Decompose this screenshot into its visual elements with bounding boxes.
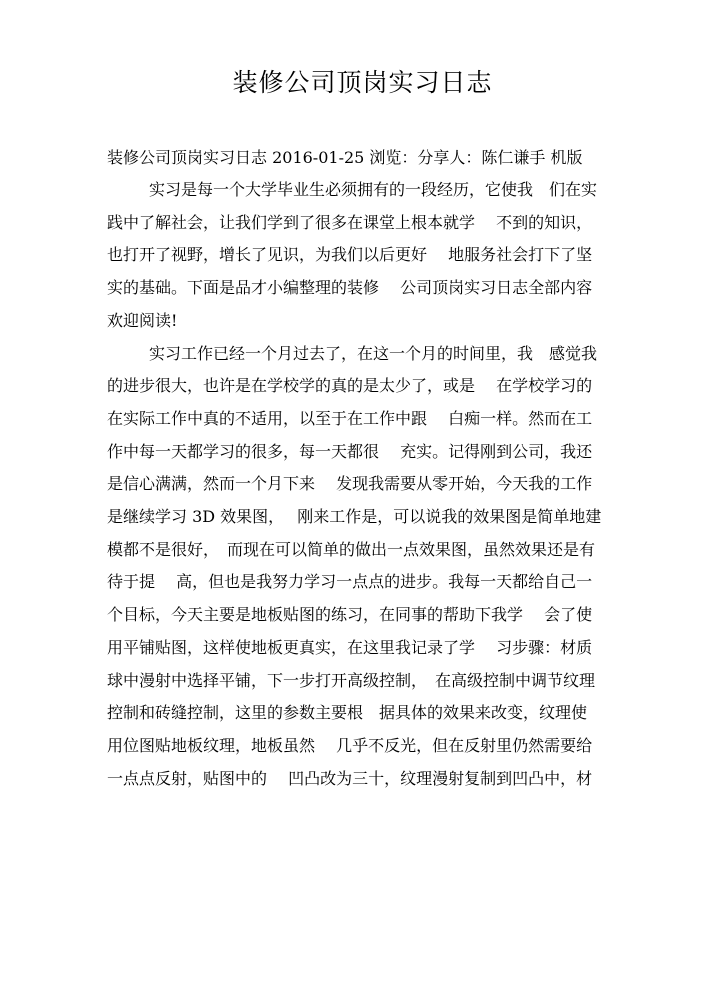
text-line: 践中了解社会，让我们学到了很多在课堂上根本就学 不到的知识， <box>107 212 593 232</box>
text-line: 也打开了视野，增长了见识，为我们以后更好 地服务社会打下了坚 <box>107 245 593 265</box>
paragraph-body <box>107 338 627 796</box>
text-line: 用平铺贴图，这样使地板更真实，在这里我记录了学 习步骤：材质 <box>107 637 593 657</box>
text-line: 实习是每一个大学毕业生必须拥有的一段经历，它使我 们在实 <box>149 180 598 199</box>
text-line: 个目标，今天主要是地板贴图的练习，在同事的帮助下我学 会了使 <box>107 605 593 625</box>
text-line: 实的基础。下面是品才小编整理的装修 公司顶岗实习日志全部内容 <box>107 278 593 298</box>
text-line: 用位图贴地板纹理，地板虽然 几乎不反光，但在反射里仍然需要给 <box>107 735 593 755</box>
text-line: 在实际工作中真的不适用，以至于在工作中跟 白痴一样。然而在工 <box>107 408 593 428</box>
text-line: 球中漫射中选择平铺，下一步打开高级控制， 在高级控制中调节纹理 <box>107 670 596 690</box>
paragraph-intro <box>107 174 627 338</box>
text-line: 控制和砖缝控制，这里的参数主要根 据具体的效果来改变，纹理使 <box>107 703 588 723</box>
text-line: 模都不是很好， 而现在可以简单的做出一点效果图，虽然效果还是有 <box>107 539 596 559</box>
meta-line: 装修公司顶岗实习日志 2016-01-25 浏览：分享人：陈仁谦手 机版 <box>107 148 583 167</box>
text-line: 是信心满满，然而一个月下来 发现我需要从零开始，今天我的工作 <box>107 474 593 494</box>
text-line: 欢迎阅读! <box>107 310 178 330</box>
document-body <box>107 142 627 795</box>
text-line: 实习工作已经一个月过去了，在这一个月的时间里，我 感觉我 <box>149 343 598 363</box>
text-line: 待于提 高，但也是我努力学习一点点的进步。我每一天都给自己一 <box>107 572 593 592</box>
text-line: 作中每一天都学习的很多，每一天都很 充实。记得刚到公司，我还 <box>107 441 593 461</box>
text-line: 的进步很大，也许是在学校学的真的是太少了，或是 在学校学习的 <box>107 376 593 396</box>
text-line: 一点点反射，贴图中的 凹凸改为三十，纹理漫射复制到凹凸中，材 <box>107 768 593 788</box>
document-title: 装修公司顶岗实习日志 <box>232 68 493 97</box>
text-line: 是继续学习 3D 效果图， 刚来工作是，可以说我的效果图是简单地建 <box>107 507 602 527</box>
